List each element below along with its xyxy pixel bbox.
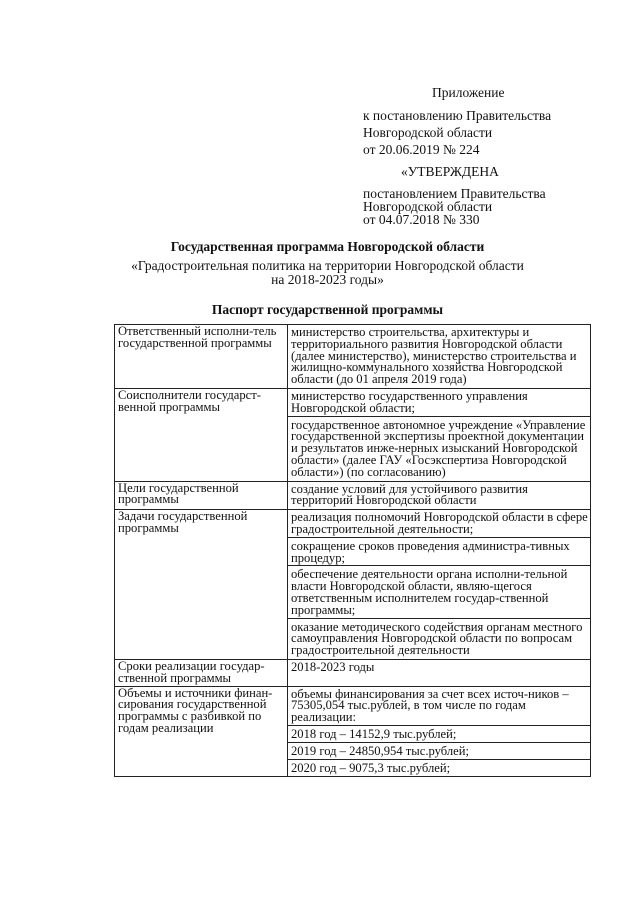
passport-row (115, 481, 591, 510)
passport-row (115, 388, 591, 481)
passport-row-content (288, 659, 591, 686)
passport-row (115, 659, 591, 686)
passport-row (115, 686, 591, 777)
approved-line: от 04.07.2018 № 330 (363, 212, 480, 227)
passport-row-label: Цели государственной программы (115, 481, 288, 510)
passport-row-item: 2018 год – 14152,9 тыс.рублей; (288, 725, 590, 742)
passport-row-content (288, 481, 591, 510)
passport-row-content (288, 686, 591, 777)
passport-row-item: создание условий для устойчивого развития территорий Новгородской области (291, 481, 528, 508)
passport-row-item: 2018-2023 годы (291, 659, 375, 674)
passport-title: Паспорт государственной программы (211, 302, 444, 317)
passport-row-label: Задачи государственной программы (115, 510, 288, 660)
passport-row-item: обеспечение деятельности органа исполни-тельной власти Новгородской области, являю-щегося ответственным исполнителем государ-ственной программы; (288, 565, 590, 617)
passport-row-item: реализация полномочий Новгородской области в сфере градостроительной деятельности; (291, 510, 588, 536)
program-heading (90, 240, 565, 287)
passport-row-label: Соисполнители государст-венной программы (115, 388, 288, 481)
passport-row-label: Ответственный исполни-тель государственной программы (115, 325, 288, 389)
appendix-block (363, 84, 613, 158)
appendix-line: Новгородской области (363, 125, 493, 140)
program-title: Государственная программа Новгородской области (170, 239, 485, 254)
approved-line: постановлением Правительства (363, 186, 546, 201)
program-subtitle-line: «Градостроительная политика на территории Новгородской области (131, 258, 524, 273)
passport-row-item: 2019 год – 24850,954 тыс.рублей; (288, 742, 590, 759)
passport-row-item: оказание методического содействия органам местного самоуправления Новгородской области по вопросам градостроительной деятельности (288, 618, 590, 658)
passport-row-item: сокращение сроков проведения администра-тивных процедур; (288, 537, 590, 566)
passport-row-item: объемы финансирования за счет всех источ-ников – 75305,054 тыс.рублей, в том числе по годам реализации: (291, 686, 569, 725)
passport-row-content (288, 510, 591, 660)
program-subtitle-line: на 2018-2023 годы» (271, 272, 384, 287)
passport-table (114, 324, 591, 777)
appendix-line: от 20.06.2019 № 224 (363, 142, 480, 157)
passport-row-item: 2020 год – 9075,3 тыс.рублей; (288, 759, 590, 776)
appendix-line: к постановлению Правительства (363, 108, 552, 123)
passport-row-item: государственное автономное учреждение «Управление государственной экспертизы проектной документации и результатов инже-нерных изысканий Новгородской области» (далее ГАУ «Госэкспертиза Новгородской области») (по согласованию) (288, 416, 590, 480)
passport-row-content (288, 388, 591, 481)
passport-row (115, 510, 591, 660)
approved-title: «УТВЕРЖДЕНА (401, 164, 499, 179)
passport-row (115, 325, 591, 389)
approved-block (363, 164, 613, 226)
passport-row-label: Объемы и источники финан-сирования государственной программы с разбивкой по годам реализации (115, 686, 288, 777)
passport-row-label: Сроки реализации государ-ственной программы (115, 659, 288, 686)
approved-line: Новгородской области (363, 199, 493, 214)
appendix-title: Приложение (432, 85, 505, 100)
passport-table-body (115, 325, 591, 777)
passport-row-item: министерство строительства, архитектуры и территориального развития Новгородской области (далее министерство), министерство строительства и жилищно-коммунального хозяйства Новгородской области (до 01 апреля 2019 года) (291, 325, 577, 387)
passport-row-item: министерство государственного управления Новгородской области; (291, 388, 528, 415)
passport-row-content (288, 325, 591, 389)
